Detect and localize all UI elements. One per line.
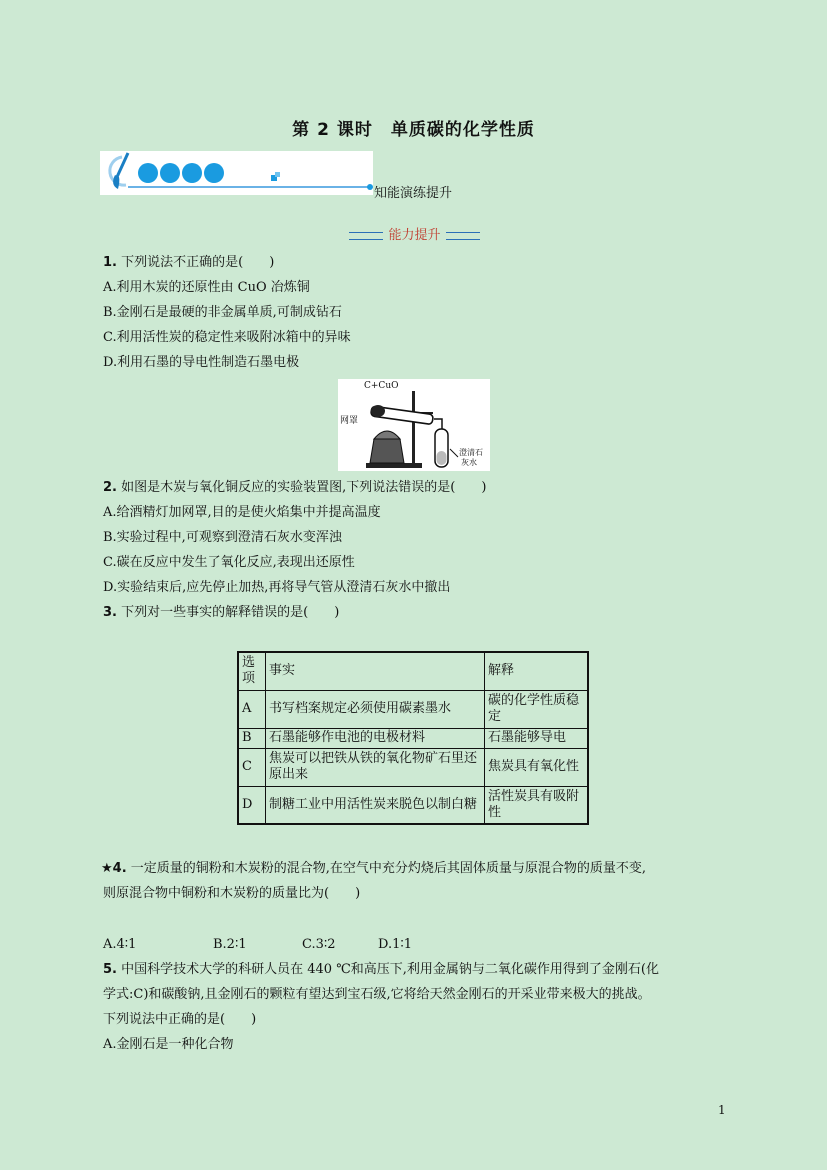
question-number: 2. <box>103 480 117 495</box>
table-cell: 焦炭具有氧化性 <box>485 748 589 786</box>
question-1-stem <box>103 255 274 271</box>
table-cell: 制糖工业中用活性炭来脱色以制白糖 <box>266 786 485 824</box>
question-text: 一定质量的铜粉和木炭粉的混合物,在空气中充分灼烧后其固体质量与原混合物的质量不变, <box>126 861 647 876</box>
question-4-option-a: A.4∶1 <box>103 937 137 952</box>
table-row <box>238 748 588 786</box>
question-2-option-c: C.碳在反应中发生了氧化反应,表现出还原性 <box>103 555 355 570</box>
banner-endpoint <box>367 184 373 190</box>
banner-dot <box>204 163 224 183</box>
question-text: 下列说法不正确的是( ) <box>116 255 275 270</box>
question-text: 如图是木炭与氧化铜反应的实验装置图,下列说法错误的是( ) <box>116 480 487 495</box>
section-heading: 能力提升 <box>349 228 480 244</box>
figure-label-limewater-2: 灰水 <box>461 458 477 467</box>
page-title: 第 2 课时 单质碳的化学性质 <box>292 120 535 140</box>
banner-dot <box>138 163 158 183</box>
page-number: 1 <box>718 1103 726 1117</box>
banner-square-icon <box>275 172 280 177</box>
question-number: 3. <box>103 605 117 620</box>
table-header-cell: 选项 <box>238 652 266 690</box>
question-4-option-b: B.2∶1 <box>213 937 247 952</box>
question-2-option-d: D.实验结束后,应先停止加热,再将导气管从澄清石灰水中撤出 <box>103 580 451 595</box>
table-row <box>238 728 588 748</box>
brush-icon <box>100 151 134 195</box>
banner-line <box>128 186 370 188</box>
table-row <box>238 786 588 824</box>
figure-label-net: 网罩 <box>340 416 359 426</box>
question-5-stem-2: 学式:C)和碳酸钠,且金刚石的颗粒有望达到宝石级,它将给天然金刚石的开采业带来极大的挑战。 <box>103 987 651 1002</box>
question-1-option-d: D.利用石墨的导电性制造石墨电极 <box>103 355 300 370</box>
table-cell: B <box>238 728 266 748</box>
question-5-stem <box>103 962 659 978</box>
table-row <box>238 690 588 728</box>
question-4-option-d: D.1∶1 <box>378 937 413 952</box>
question-number: 4. <box>112 861 127 876</box>
question-5-option-a: A.金刚石是一种化合物 <box>103 1037 234 1052</box>
apparatus-figure <box>338 379 490 471</box>
question-2-stem <box>103 480 486 496</box>
figure-label-reactant: C+CuO <box>364 381 399 391</box>
question-1-option-a: A.利用木炭的还原性由 CuO 冶炼铜 <box>103 280 310 295</box>
question-text: 下列对一些事实的解释错误的是( ) <box>116 605 340 620</box>
answer-table <box>237 651 589 825</box>
figure-label-limewater: 澄清石 <box>459 448 483 457</box>
question-4-stem <box>101 861 646 877</box>
table-cell: 石墨能够导电 <box>485 728 589 748</box>
banner-text: 知能演练提升 <box>374 186 453 201</box>
table-cell: 活性炭具有吸附性 <box>485 786 589 824</box>
question-3-stem <box>103 605 339 621</box>
table-cell: 碳的化学性质稳定 <box>485 690 589 728</box>
question-text: 中国科学技术大学的科研人员在 440 ℃和高压下,利用金属钠与二氧化碳作用得到了金刚石(化 <box>116 962 659 977</box>
banner-dot <box>160 163 180 183</box>
question-1-option-c: C.利用活性炭的稳定性来吸附冰箱中的异味 <box>103 330 351 345</box>
table-header-cell: 解释 <box>485 652 589 690</box>
table-header-cell: 事实 <box>266 652 485 690</box>
table-cell: C <box>238 748 266 786</box>
question-4-stem-2: 则原混合物中铜粉和木炭粉的质量比为( ) <box>103 886 361 901</box>
question-2-option-b: B.实验过程中,可观察到澄清石灰水变浑浊 <box>103 530 342 545</box>
question-5-stem-3: 下列说法中正确的是( ) <box>103 1012 257 1027</box>
table-header-row <box>238 652 588 690</box>
table-cell: D <box>238 786 266 824</box>
banner-dot <box>182 163 202 183</box>
table-cell: 石墨能够作电池的电极材料 <box>266 728 485 748</box>
table-cell: 焦炭可以把铁从铁的氧化物矿石里还原出来 <box>266 748 485 786</box>
table-cell: 书写档案规定必须使用碳素墨水 <box>266 690 485 728</box>
question-1-option-b: B.金刚石是最硬的非金属单质,可制成钻石 <box>103 305 342 320</box>
question-number: 5. <box>103 962 117 977</box>
question-2-option-a: A.给酒精灯加网罩,目的是使火焰集中并提高温度 <box>103 505 381 520</box>
question-number: 1. <box>103 255 117 270</box>
question-4-option-c: C.3∶2 <box>302 937 336 952</box>
star-icon: ★ <box>101 861 113 876</box>
table-cell: A <box>238 690 266 728</box>
